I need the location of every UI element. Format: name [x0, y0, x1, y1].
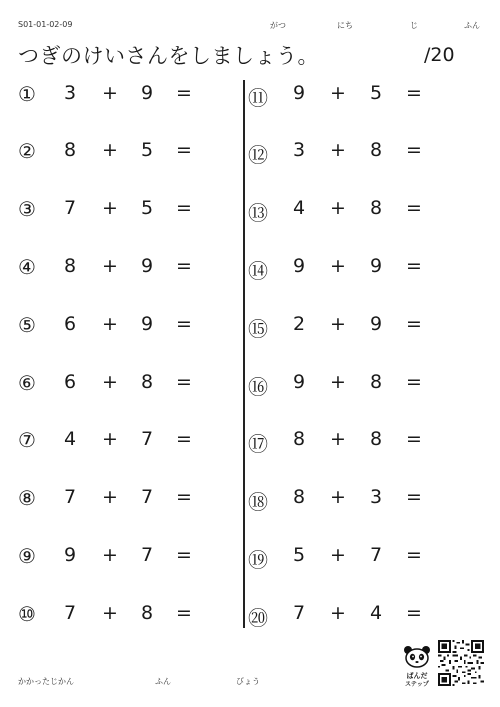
equals-sign: = — [176, 486, 192, 508]
minute-label: ふん — [464, 21, 480, 30]
operator: + — [330, 139, 346, 161]
operator: + — [330, 255, 346, 277]
panda-icon — [401, 644, 433, 668]
equals-sign: = — [176, 197, 192, 219]
footer-minutes-label: ふん — [155, 677, 171, 686]
problem-number: ⑪ — [248, 86, 268, 110]
problem-row — [0, 255, 240, 285]
problem-number: ⑯ — [248, 375, 268, 399]
operand-a: 6 — [64, 371, 77, 393]
equals-sign: = — [406, 544, 422, 566]
equals-sign: = — [176, 139, 192, 161]
problem-row — [246, 197, 486, 227]
operator: + — [102, 255, 118, 277]
problem-row — [246, 371, 486, 401]
equals-sign: = — [176, 82, 192, 104]
problem-number: ⑨ — [18, 544, 36, 568]
operand-b: 9 — [141, 255, 154, 277]
panda-step-logo — [401, 644, 433, 692]
operand-a: 7 — [64, 486, 77, 508]
problem-number: ③ — [18, 197, 36, 221]
equals-sign: = — [176, 428, 192, 450]
problem-row — [246, 313, 486, 343]
equals-sign: = — [176, 602, 192, 624]
day-label: にち — [337, 21, 353, 30]
operator: + — [102, 428, 118, 450]
problem-number: ⑮ — [248, 317, 268, 341]
month-label: がつ — [270, 21, 286, 30]
problem-row — [246, 486, 486, 516]
operand-a: 9 — [64, 544, 77, 566]
equals-sign: = — [406, 197, 422, 219]
time-taken-label: かかったじかん — [18, 677, 74, 686]
equals-sign: = — [406, 255, 422, 277]
operand-a: 7 — [293, 602, 306, 624]
operator: + — [102, 139, 118, 161]
equals-sign: = — [176, 255, 192, 277]
operand-b: 9 — [141, 313, 154, 335]
operand-b: 8 — [370, 197, 383, 219]
problem-row — [0, 139, 240, 169]
operand-a: 8 — [64, 255, 77, 277]
operand-a: 8 — [293, 486, 306, 508]
operand-b: 5 — [370, 82, 383, 104]
problem-number: ⑰ — [248, 432, 268, 456]
operand-b: 7 — [141, 428, 154, 450]
problem-number: ⑲ — [248, 548, 268, 572]
problem-row — [246, 255, 486, 285]
operand-a: 6 — [64, 313, 77, 335]
brand-line-2: ステップ — [405, 681, 429, 688]
problem-row — [0, 82, 240, 112]
operand-a: 2 — [293, 313, 306, 335]
problem-row — [0, 197, 240, 227]
equals-sign: = — [176, 313, 192, 335]
problem-number: ⑧ — [18, 486, 36, 510]
score-box: /20 — [424, 44, 455, 66]
operand-b: 8 — [370, 139, 383, 161]
problem-row — [246, 82, 486, 112]
operator: + — [330, 486, 346, 508]
problem-number: ⑤ — [18, 313, 36, 337]
operator: + — [330, 313, 346, 335]
sheet-id: S01-01-02-09 — [18, 20, 73, 29]
operator: + — [102, 82, 118, 104]
operand-b: 4 — [370, 602, 383, 624]
operand-b: 7 — [141, 544, 154, 566]
problem-row — [246, 139, 486, 169]
footer-seconds-label: びょう — [236, 677, 260, 686]
problem-row — [0, 428, 240, 458]
operand-b: 8 — [141, 371, 154, 393]
equals-sign: = — [406, 486, 422, 508]
problem-row — [0, 544, 240, 574]
operator: + — [102, 197, 118, 219]
operator: + — [330, 197, 346, 219]
operator: + — [330, 82, 346, 104]
operator: + — [102, 486, 118, 508]
brand-line-1: ぱんだ — [406, 672, 428, 680]
qr-code — [438, 640, 484, 686]
problem-number: ⑭ — [248, 259, 268, 283]
operand-b: 9 — [370, 255, 383, 277]
problem-number: ⑦ — [18, 428, 36, 452]
worksheet-title: つぎのけいさんをしましょう。 — [18, 44, 319, 68]
equals-sign: = — [406, 371, 422, 393]
problem-number: ⑥ — [18, 371, 36, 395]
problem-row — [246, 544, 486, 574]
operand-b: 7 — [141, 486, 154, 508]
operand-a: 8 — [64, 139, 77, 161]
operand-b: 9 — [141, 82, 154, 104]
operand-b: 3 — [370, 486, 383, 508]
operator: + — [330, 602, 346, 624]
operator: + — [102, 313, 118, 335]
operand-a: 3 — [64, 82, 77, 104]
operand-a: 7 — [64, 197, 77, 219]
problem-number: ⑳ — [248, 606, 268, 630]
operand-a: 5 — [293, 544, 306, 566]
operator: + — [102, 371, 118, 393]
problem-row — [246, 428, 486, 458]
operand-b: 8 — [370, 371, 383, 393]
problem-number: ④ — [18, 255, 36, 279]
operand-a: 4 — [293, 197, 306, 219]
problem-row — [246, 602, 486, 632]
problem-number: ⑬ — [248, 201, 268, 225]
equals-sign: = — [406, 139, 422, 161]
equals-sign: = — [406, 428, 422, 450]
equals-sign: = — [406, 82, 422, 104]
operator: + — [330, 544, 346, 566]
problem-number: ② — [18, 139, 36, 163]
problem-row — [0, 371, 240, 401]
equals-sign: = — [406, 602, 422, 624]
operand-b: 9 — [370, 313, 383, 335]
operand-b: 5 — [141, 139, 154, 161]
problem-number: ⑫ — [248, 143, 268, 167]
hour-label: じ — [410, 21, 418, 30]
operand-b: 5 — [141, 197, 154, 219]
equals-sign: = — [406, 313, 422, 335]
operator: + — [330, 428, 346, 450]
operand-a: 3 — [293, 139, 306, 161]
operand-a: 4 — [64, 428, 77, 450]
problem-number: ① — [18, 82, 36, 106]
column-divider — [243, 80, 245, 628]
operand-b: 8 — [370, 428, 383, 450]
problem-row — [0, 486, 240, 516]
operand-a: 9 — [293, 82, 306, 104]
equals-sign: = — [176, 544, 192, 566]
operand-a: 7 — [64, 602, 77, 624]
operand-b: 7 — [370, 544, 383, 566]
problem-row — [0, 602, 240, 632]
problem-number: ⑱ — [248, 490, 268, 514]
operator: + — [102, 544, 118, 566]
operand-a: 8 — [293, 428, 306, 450]
equals-sign: = — [176, 371, 192, 393]
operator: + — [330, 371, 346, 393]
operand-a: 9 — [293, 371, 306, 393]
operator: + — [102, 602, 118, 624]
problem-row — [0, 313, 240, 343]
operand-a: 9 — [293, 255, 306, 277]
operand-b: 8 — [141, 602, 154, 624]
problem-number: ⑩ — [18, 602, 36, 626]
